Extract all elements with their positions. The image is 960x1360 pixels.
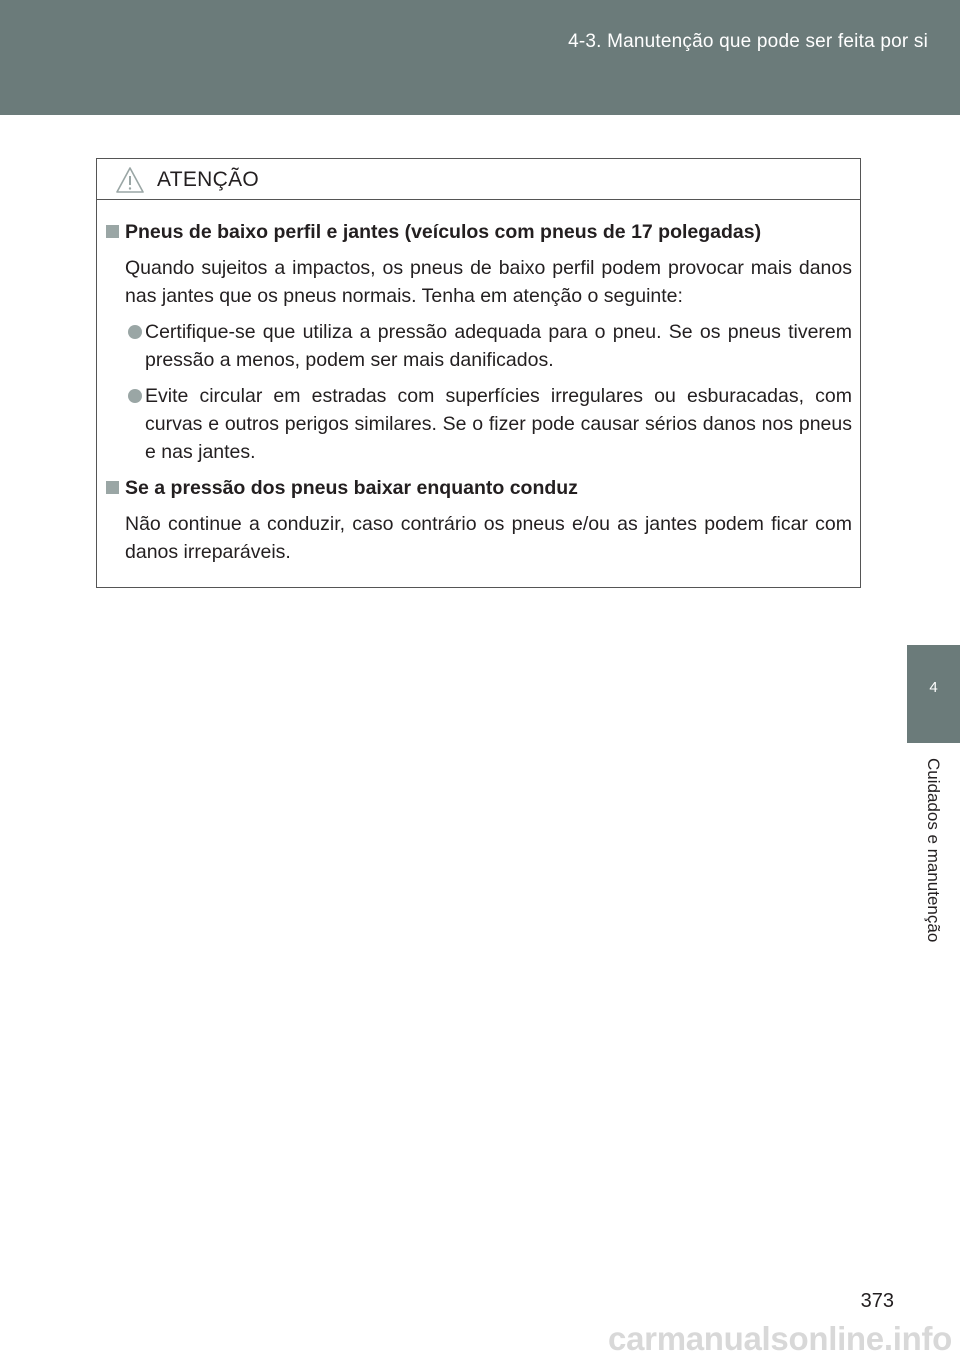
square-bullet-icon: [106, 481, 119, 494]
square-bullet-icon: [106, 225, 119, 238]
section-heading: [105, 474, 852, 502]
warning-content: [97, 200, 860, 566]
warning-title: ATENÇÃO: [157, 168, 260, 191]
list-item: [145, 318, 852, 374]
header-band: [0, 0, 960, 115]
chapter-tab: [907, 645, 960, 743]
section-paragraph: Quando sujeitos a impactos, os pneus de baixo perfil podem provocar mais danos nas jantes que os pneus normais. Tenha em atenção o seguinte:: [125, 257, 852, 307]
warning-box: [96, 158, 861, 588]
list-item: [145, 382, 852, 466]
list-item-text: Evite circular em estradas com superfícies irregulares ou esburacadas, com curvas e outros perigos similares. Se o fizer pode causar sérios danos nos pneus e nas jantes.: [145, 385, 852, 463]
section-heading-text: Se a pressão dos pneus baixar enquanto conduz: [125, 477, 578, 499]
section-paragraph: Não continue a conduzir, caso contrário os pneus e/ou as jantes podem ficar com danos irreparáveis.: [125, 513, 852, 563]
circle-bullet-icon: [128, 325, 142, 339]
chapter-label: Cuidados e manutenção: [924, 758, 943, 943]
section-heading-text: Pneus de baixo perfil e jantes (veículos com pneus de 17 polegadas): [125, 221, 762, 243]
warning-header: [97, 159, 860, 200]
circle-bullet-icon: [128, 389, 142, 403]
list-item-text: Certifique-se que utiliza a pressão adequada para o pneu. Se os pneus tiverem pressão a menos, podem ser mais danificados.: [145, 321, 852, 371]
warning-triangle-icon: [115, 166, 145, 194]
watermark: carmanualsonline.info: [608, 1320, 952, 1357]
chapter-number: 4: [929, 679, 938, 696]
section-title: 4-3. Manutenção que pode ser feita por si: [568, 31, 928, 52]
section-heading: [105, 218, 852, 246]
page-number: 373: [860, 1290, 894, 1312]
